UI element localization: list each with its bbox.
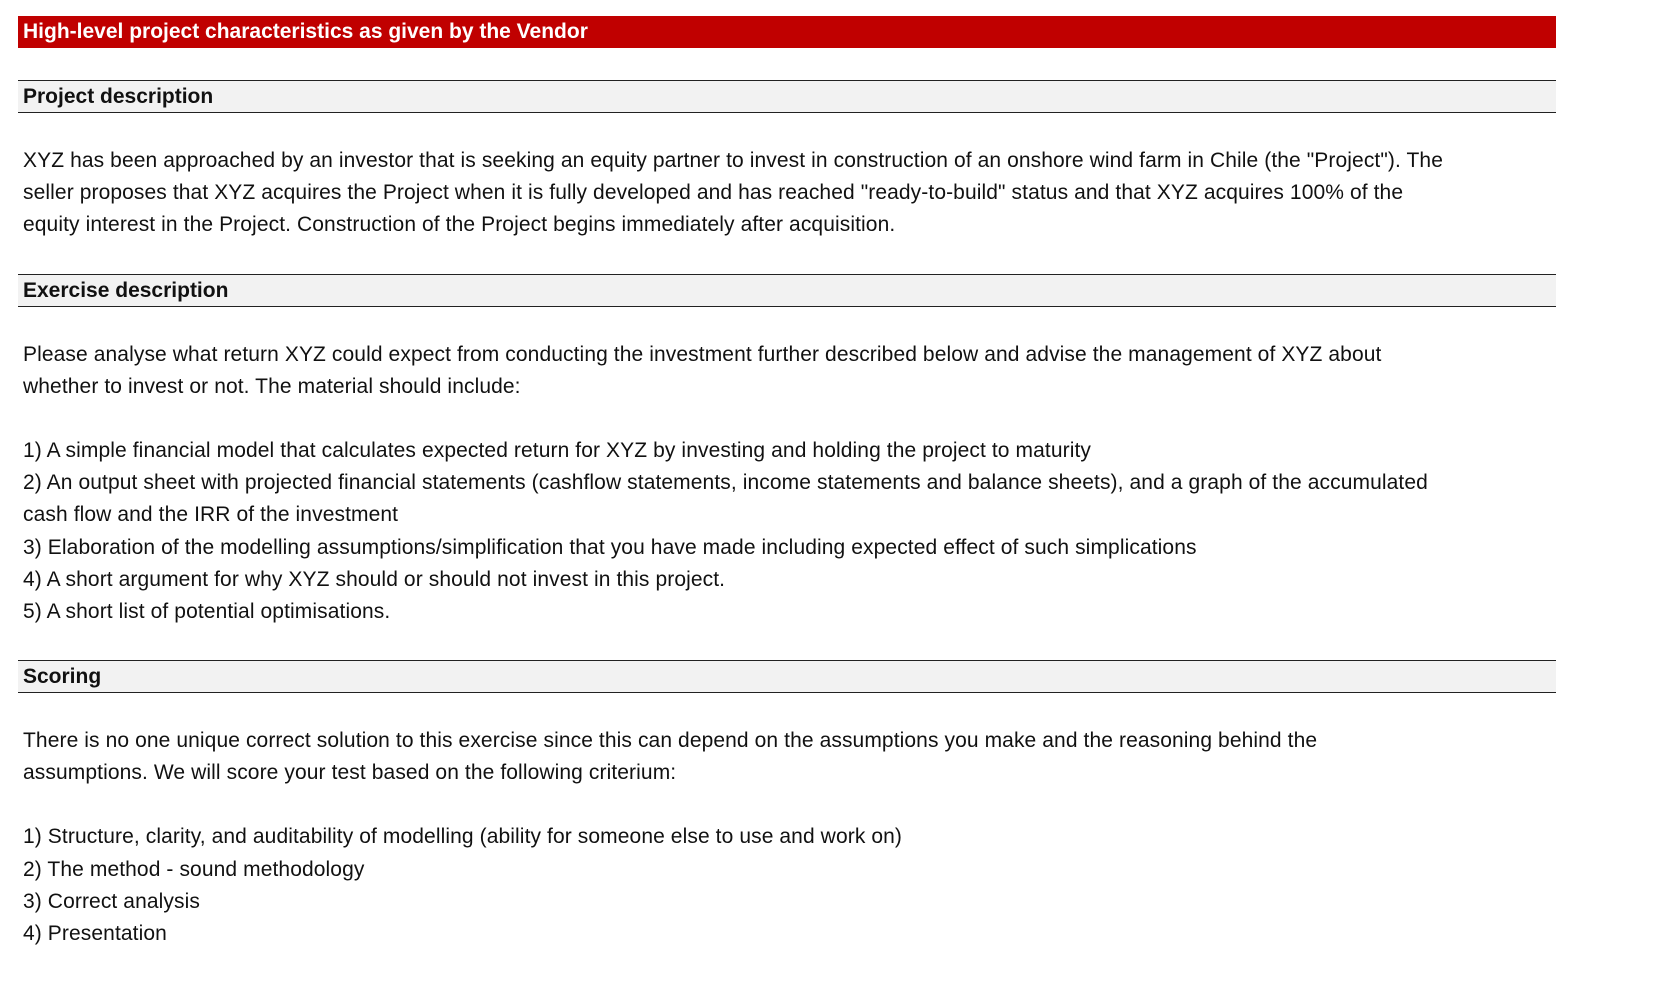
spacer-row bbox=[18, 628, 1556, 660]
scoring-intro-line: assumptions. We will score your test based on the following criterium: bbox=[23, 761, 677, 785]
spacer-row bbox=[18, 48, 1556, 80]
project-description-line: equity interest in the Project. Construction of the Project begins immediately after acquisition. bbox=[23, 213, 896, 237]
spacer-row bbox=[18, 403, 1556, 435]
worksheet bbox=[18, 16, 1556, 950]
scoring-list-item: 4) Presentation bbox=[23, 922, 167, 945]
section-header-scoring: Scoring bbox=[18, 660, 1556, 693]
scoring-list-item: 2) The method - sound methodology bbox=[23, 857, 365, 881]
exercise-list-item: 1) A simple financial model that calculates expected return for XYZ by investing and holding the project to maturity bbox=[23, 438, 1091, 462]
project-description-line: XYZ has been approached by an investor that is seeking an equity partner to invest in construction of an onshore wind farm in Chile (the "Project"). The bbox=[23, 149, 1443, 172]
exercise-intro-line: Please analyse what return XYZ could expect from conducting the investment further described below and advise the management of XYZ about bbox=[23, 342, 1382, 366]
sheet-title: High-level project characteristics as given by the Vendor bbox=[18, 16, 1556, 48]
exercise-intro-line: whether to invest or not. The material should include: bbox=[23, 374, 521, 398]
scoring-intro-line: There is no one unique correct solution to this exercise since this can depend on the assumptions you make and the reasoning behind the bbox=[23, 729, 1318, 753]
exercise-list-item: 3) Elaboration of the modelling assumptions/simplification that you have made including expected effect of such simplications bbox=[23, 535, 1197, 559]
scoring-list-item: 3) Correct analysis bbox=[23, 889, 200, 913]
exercise-list-item: cash flow and the IRR of the investment bbox=[23, 503, 399, 527]
spacer-row bbox=[18, 789, 1556, 821]
spacer-row bbox=[18, 113, 1556, 145]
section-header-project-description: Project description bbox=[18, 80, 1556, 113]
section-header-exercise-description: Exercise description bbox=[18, 274, 1556, 307]
spacer-row bbox=[18, 693, 1556, 725]
project-description-line: seller proposes that XYZ acquires the Project when it is fully developed and has reached "ready-to-build" status and that XYZ acquires 100% of the bbox=[23, 181, 1404, 205]
spacer-row bbox=[18, 242, 1556, 274]
exercise-list-item: 4) A short argument for why XYZ should or should not invest in this project. bbox=[23, 567, 726, 591]
exercise-list-item: 2) An output sheet with projected financial statements (cashflow statements, income statements and balance sheets), and a graph of the accumulated bbox=[23, 471, 1428, 495]
exercise-list-item: 5) A short list of potential optimisations. bbox=[23, 599, 391, 623]
spacer-row bbox=[18, 307, 1556, 339]
scoring-list-item: 1) Structure, clarity, and auditability of modelling (ability for someone else to use and work on) bbox=[23, 825, 903, 849]
